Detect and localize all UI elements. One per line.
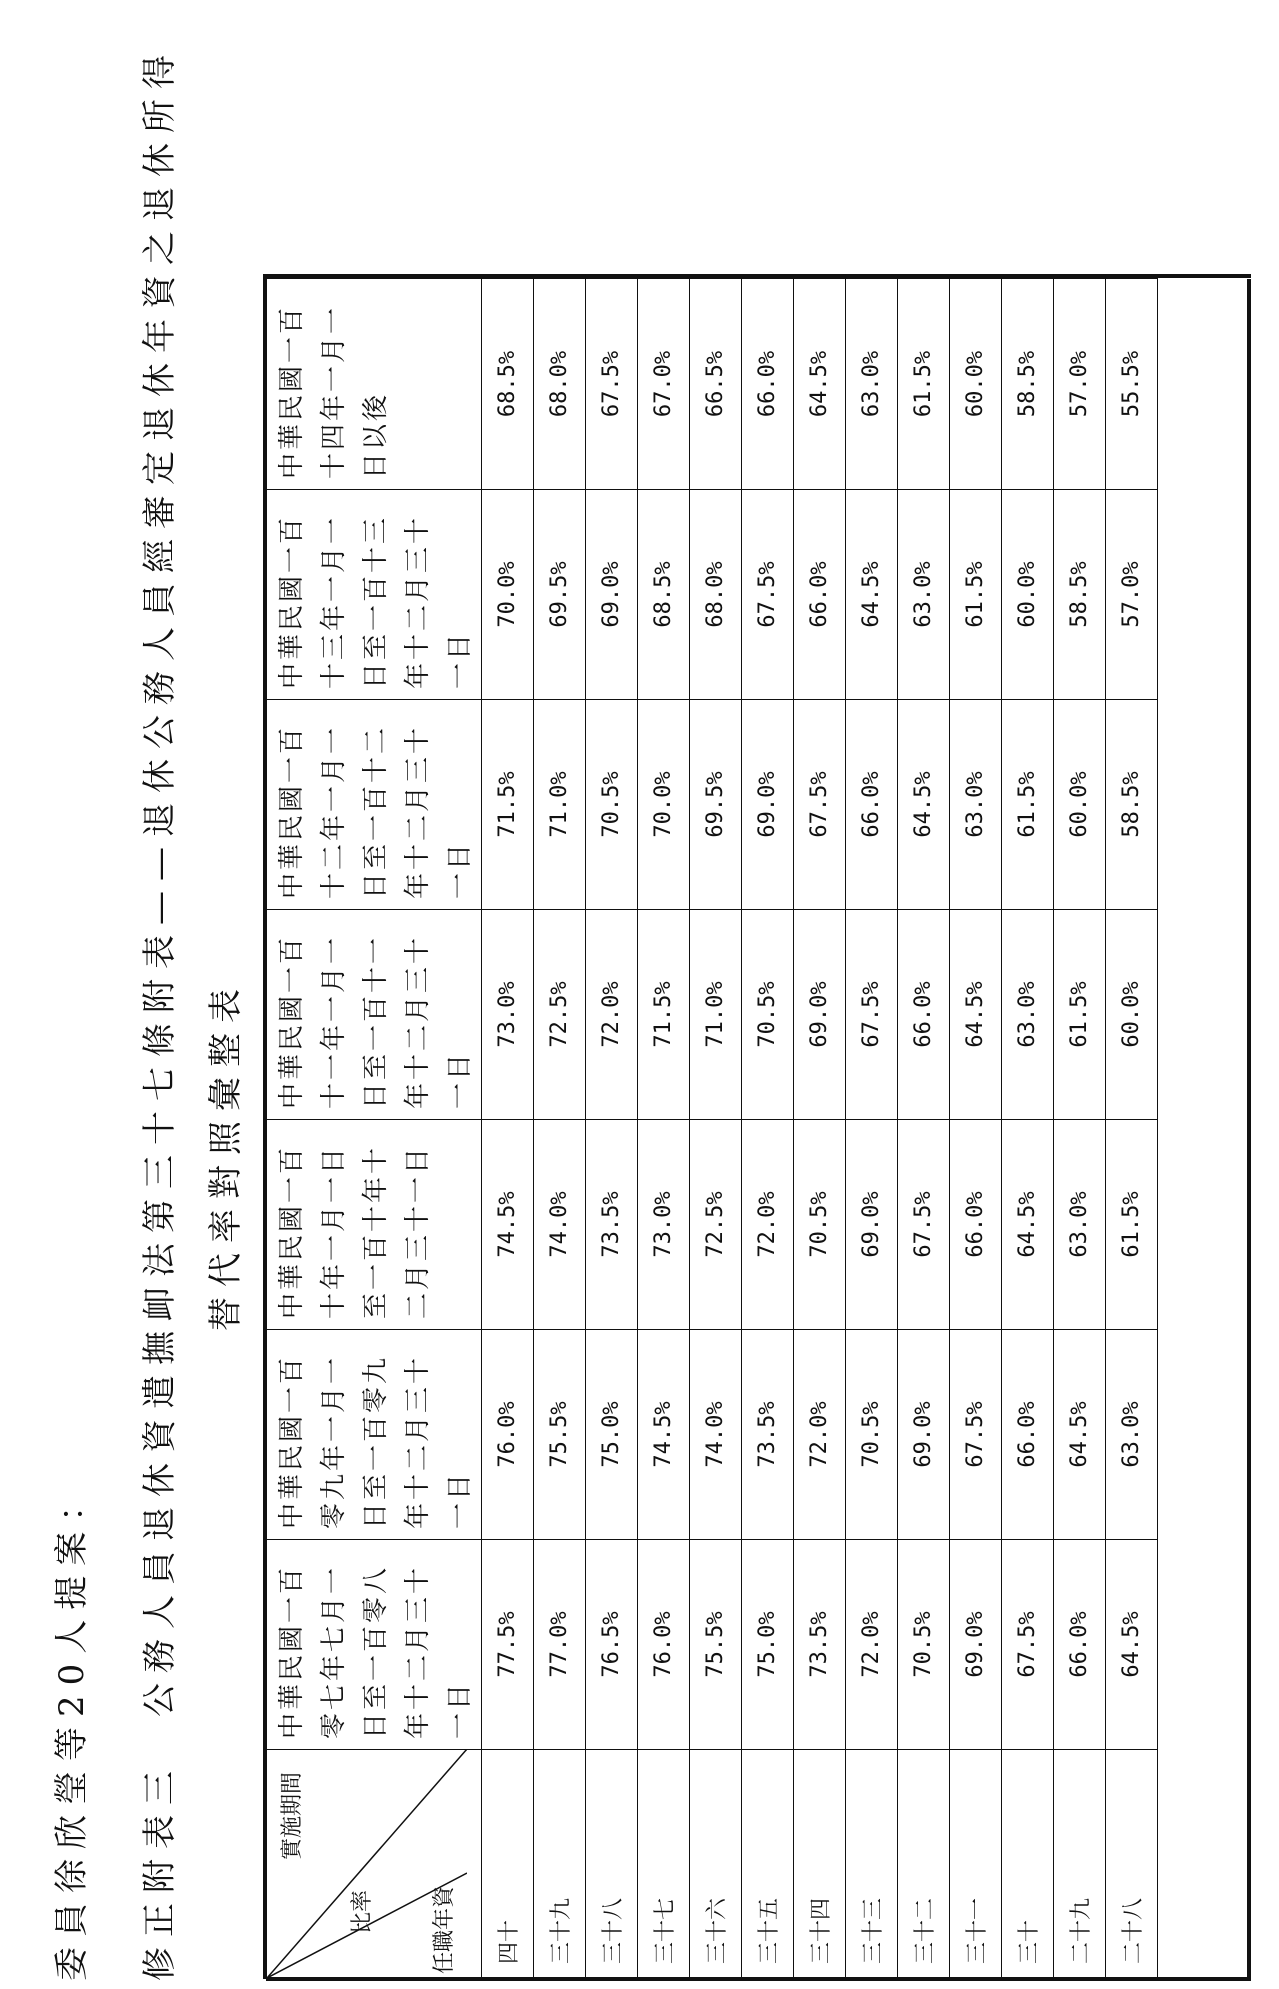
- table-row: [794, 279, 846, 1979]
- rate-cell: 75.5%: [534, 1330, 586, 1540]
- rate-cell: 69.0%: [794, 910, 846, 1120]
- rate-cell: 66.0%: [742, 279, 794, 490]
- rate-cell: 64.5%: [1002, 1120, 1054, 1330]
- rate-cell: 57.0%: [1054, 279, 1106, 490]
- period-header: [267, 1540, 482, 1750]
- service-years-cell: 三十八: [586, 1750, 638, 1979]
- period-header-text: 中華民國一百十二年一月一日至一百十二年十二月三十一日: [277, 724, 475, 899]
- rate-cell: 58.5%: [1106, 700, 1158, 910]
- period-header-text: 中華民國一百十四年一月一日以後: [277, 304, 391, 479]
- rate-cell: 72.0%: [846, 1540, 898, 1750]
- rate-cell: 64.5%: [846, 490, 898, 700]
- rate-cell: 68.5%: [482, 279, 534, 490]
- rate-cell: 63.0%: [950, 700, 1002, 910]
- rate-cell: 73.0%: [638, 1120, 690, 1330]
- period-header: [267, 910, 482, 1120]
- period-header: [267, 1330, 482, 1540]
- service-years-cell: 三十四: [794, 1750, 846, 1979]
- rate-cell: 70.5%: [846, 1330, 898, 1540]
- period-header-text: 中華民國一百零七年七月一日至一百零八年十二月三十一日: [277, 1564, 475, 1739]
- table-frame-top: [263, 274, 267, 1979]
- rate-cell: 70.5%: [742, 910, 794, 1120]
- rate-cell: 70.5%: [898, 1540, 950, 1750]
- corner-label-rate: 比率: [350, 1889, 375, 1934]
- table-row: [638, 279, 690, 1979]
- rate-cell: 73.5%: [794, 1540, 846, 1750]
- document-title: 修正附表三 公務人員退休資遣撫卹法第三十七條附表——退休公務人員經審定退休年資之退休所得: [140, 45, 180, 1981]
- rate-cell: 70.5%: [794, 1120, 846, 1330]
- corner-cell: [267, 1750, 482, 1979]
- rate-cell: 75.0%: [586, 1330, 638, 1540]
- rate-cell: 61.5%: [898, 279, 950, 490]
- rate-cell: 66.0%: [898, 910, 950, 1120]
- rate-cell: 72.0%: [586, 910, 638, 1120]
- rate-cell: 70.5%: [586, 700, 638, 910]
- rate-cell: 68.0%: [690, 490, 742, 700]
- rate-cell: 67.5%: [846, 910, 898, 1120]
- service-years-cell: 三十七: [638, 1750, 690, 1979]
- rate-cell: 72.0%: [794, 1330, 846, 1540]
- rate-cell: 75.5%: [690, 1540, 742, 1750]
- rate-cell: 69.0%: [742, 700, 794, 910]
- rate-cell: 61.5%: [1054, 910, 1106, 1120]
- rate-cell: 72.0%: [742, 1120, 794, 1330]
- rate-cell: 70.0%: [482, 490, 534, 700]
- rate-cell: 76.0%: [482, 1330, 534, 1540]
- rate-cell: 66.0%: [794, 490, 846, 700]
- rate-cell: 61.5%: [1002, 700, 1054, 910]
- period-header: [267, 490, 482, 700]
- rate-cell: 60.0%: [1106, 910, 1158, 1120]
- period-header: [267, 700, 482, 910]
- rate-cell: 67.5%: [586, 279, 638, 490]
- rate-cell: 60.0%: [950, 279, 1002, 490]
- service-years-cell: 三十一: [950, 1750, 1002, 1979]
- rate-cell: 67.5%: [742, 490, 794, 700]
- table-row: [1106, 279, 1158, 1979]
- rate-cell: 58.5%: [1054, 490, 1106, 700]
- rate-cell: 72.5%: [534, 910, 586, 1120]
- rate-cell: 67.5%: [950, 1330, 1002, 1540]
- service-years-cell: 二十八: [1106, 1750, 1158, 1979]
- rate-cell: 55.5%: [1106, 279, 1158, 490]
- rate-cell: 63.0%: [846, 279, 898, 490]
- rate-cell: 68.5%: [638, 490, 690, 700]
- rate-cell: 57.0%: [1106, 490, 1158, 700]
- rate-cell: 77.5%: [482, 1540, 534, 1750]
- rate-cell: 66.5%: [690, 279, 742, 490]
- rate-cell: 68.0%: [534, 279, 586, 490]
- rate-cell: 63.0%: [1002, 910, 1054, 1120]
- table-row: [898, 279, 950, 1979]
- rate-cell: 70.0%: [638, 700, 690, 910]
- rate-cell: 69.5%: [690, 700, 742, 910]
- service-years-cell: 二十九: [1054, 1750, 1106, 1979]
- table-frame-right: [266, 274, 1251, 278]
- period-header-text: 中華民國一百十年一月一日至一百十年十二月三十一日: [277, 1144, 433, 1319]
- period-header: [267, 279, 482, 490]
- document-subtitle: 替代率對照彙整表: [206, 979, 246, 1331]
- period-header-text: 中華民國一百零九年一月一日至一百零九年十二月三十一日: [277, 1354, 475, 1529]
- rate-cell: 67.0%: [638, 279, 690, 490]
- rate-cell: 77.0%: [534, 1540, 586, 1750]
- rate-cell: 74.5%: [638, 1330, 690, 1540]
- table-frame-left: [266, 1977, 1251, 1981]
- rate-cell: 60.0%: [1002, 490, 1054, 700]
- corner-label-years: 任職年資: [432, 1885, 457, 1974]
- table-row: [742, 279, 794, 1979]
- table-header-row: [267, 279, 482, 1979]
- rate-cell: 71.5%: [482, 700, 534, 910]
- proposal-line: 委員徐欣瑩等20人提案：: [52, 1477, 92, 1981]
- rate-cell: 73.5%: [742, 1330, 794, 1540]
- period-header-text: 中華民國一百十一年一月一日至一百十一年十二月三十一日: [277, 934, 475, 1109]
- table-row: [482, 279, 534, 1979]
- rate-cell: 58.5%: [1002, 279, 1054, 490]
- rate-cell: 75.0%: [742, 1540, 794, 1750]
- rate-cell: 71.5%: [638, 910, 690, 1120]
- rate-cell: 74.0%: [690, 1330, 742, 1540]
- rate-cell: 66.0%: [1054, 1540, 1106, 1750]
- service-years-cell: 四十: [482, 1750, 534, 1979]
- table-row: [1002, 279, 1054, 1979]
- rate-cell: 74.0%: [534, 1120, 586, 1330]
- rate-cell: 71.0%: [690, 910, 742, 1120]
- rate-cell: 69.5%: [534, 490, 586, 700]
- table-row: [586, 279, 638, 1979]
- rate-cell: 69.0%: [950, 1540, 1002, 1750]
- rate-cell: 64.5%: [950, 910, 1002, 1120]
- rate-cell: 63.0%: [898, 490, 950, 700]
- period-header: [267, 1120, 482, 1330]
- rate-cell: 73.5%: [586, 1120, 638, 1330]
- table-row: [1054, 279, 1106, 1979]
- rate-cell: 69.0%: [898, 1330, 950, 1540]
- service-years-cell: 三十九: [534, 1750, 586, 1979]
- rate-cell: 60.0%: [1054, 700, 1106, 910]
- rate-cell: 66.0%: [950, 1120, 1002, 1330]
- rate-cell: 67.5%: [794, 700, 846, 910]
- rate-cell: 76.0%: [638, 1540, 690, 1750]
- table-frame-bottom: [1247, 279, 1251, 1979]
- rate-cell: 64.5%: [794, 279, 846, 490]
- service-years-cell: 三十五: [742, 1750, 794, 1979]
- replacement-rate-table: [266, 278, 1158, 1979]
- rate-cell: 63.0%: [1054, 1120, 1106, 1330]
- rate-cell: 64.5%: [1106, 1540, 1158, 1750]
- rate-cell: 64.5%: [898, 700, 950, 910]
- rate-cell: 63.0%: [1106, 1330, 1158, 1540]
- rate-cell: 66.0%: [1002, 1330, 1054, 1540]
- period-header-text: 中華民國一百十三年一月一日至一百十三年十二月三十一日: [277, 514, 475, 689]
- rate-cell: 64.5%: [1054, 1330, 1106, 1540]
- rate-cell: 67.5%: [1002, 1540, 1054, 1750]
- service-years-cell: 三十: [1002, 1750, 1054, 1979]
- service-years-cell: 三十六: [690, 1750, 742, 1979]
- table-row: [846, 279, 898, 1979]
- service-years-cell: 三十三: [846, 1750, 898, 1979]
- corner-label-period: 實施期間: [280, 1771, 305, 1860]
- service-years-cell: 三十二: [898, 1750, 950, 1979]
- rate-cell: 74.5%: [482, 1120, 534, 1330]
- rate-cell: 66.0%: [846, 700, 898, 910]
- rate-cell: 72.5%: [690, 1120, 742, 1330]
- table-row: [690, 279, 742, 1979]
- rate-cell: 69.0%: [846, 1120, 898, 1330]
- table-row: [950, 279, 1002, 1979]
- rate-cell: 61.5%: [1106, 1120, 1158, 1330]
- rate-cell: 71.0%: [534, 700, 586, 910]
- rate-cell: 67.5%: [898, 1120, 950, 1330]
- rate-cell: 76.5%: [586, 1540, 638, 1750]
- rate-cell: 69.0%: [586, 490, 638, 700]
- rate-cell: 61.5%: [950, 490, 1002, 700]
- table-row: [534, 279, 586, 1979]
- rate-cell: 73.0%: [482, 910, 534, 1120]
